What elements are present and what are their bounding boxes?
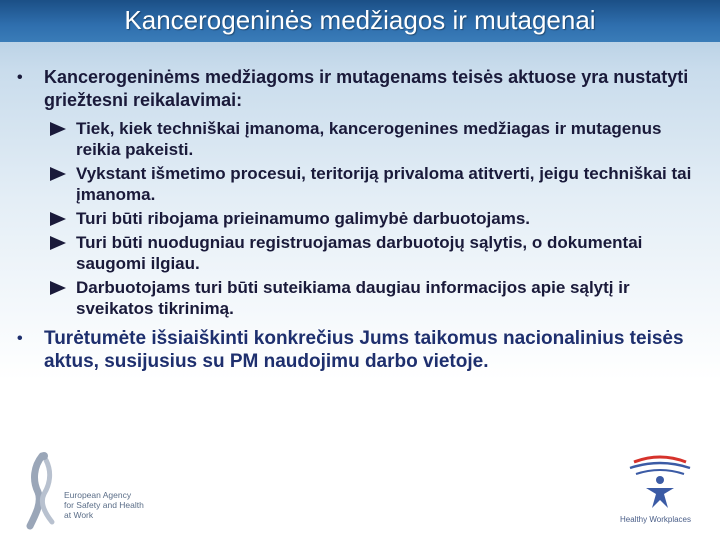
triangle-bullet-icon	[50, 167, 66, 181]
slide-title: Kancerogeninės medžiagos ir mutagenai	[124, 5, 596, 35]
sub-item-2-text: Vykstant išmetimo procesui, teritoriją privaloma atitverti, jeigu techniškai tai įmanoma.	[76, 164, 692, 204]
sub-item-2	[50, 163, 706, 205]
sub-item-3-text: Turi būti ribojama prieinamumo galimybė darbuotojams.	[76, 209, 531, 228]
eu-osha-logo	[24, 450, 204, 530]
sub-item-5-text: Darbuotojams turi būti suteikiama daugiau informacijos apie sąlytį ir sveikatos tikrinimą.	[76, 278, 630, 318]
agency-name: European Agency for Safety and Health at Work	[64, 490, 144, 520]
triangle-bullet-icon	[50, 281, 66, 295]
triangle-bullet-icon	[50, 122, 66, 136]
healthy-workplaces-figure-icon	[612, 452, 708, 514]
sub-item-4-text: Turi būti nuodugniau registruojamas darbuotojų sąlytis, o dokumentai saugomi ilgiau.	[76, 233, 643, 273]
title-bar	[0, 0, 720, 42]
bullet-1	[14, 66, 706, 112]
sub-item-4	[50, 232, 706, 274]
sub-item-1-text: Tiek, kiek techniškai įmanoma, kancerogenines medžiagas ir mutagenus reikia pakeisti.	[76, 119, 662, 159]
sub-item-3	[50, 208, 706, 229]
bullet-dot-icon: •	[17, 330, 23, 347]
bullet-2	[14, 327, 706, 373]
bullet-1-text: Kancerogeninėms medžiagoms ir mutagenams teisės aktuose yra nustatyti griežtesni reikalavimai:	[44, 67, 689, 110]
healthy-workplaces-caption: Healthy Workplaces	[620, 515, 691, 524]
triangle-bullet-icon	[50, 212, 66, 226]
sub-item-1	[50, 118, 706, 160]
bullet-dot-icon: •	[17, 69, 23, 86]
triangle-bullet-icon	[50, 236, 66, 250]
sub-list	[50, 118, 706, 319]
eu-osha-figure-icon	[24, 450, 64, 530]
slide-content	[14, 66, 706, 373]
healthy-workplaces-logo	[612, 452, 708, 532]
bullet-2-text: Turėtumėte išsiaiškinti konkrečius Jums taikomus nacionalinius teisės aktus, susijusius su PM naudojimu darbo vietoje.	[44, 328, 684, 372]
sub-item-5	[50, 277, 706, 319]
